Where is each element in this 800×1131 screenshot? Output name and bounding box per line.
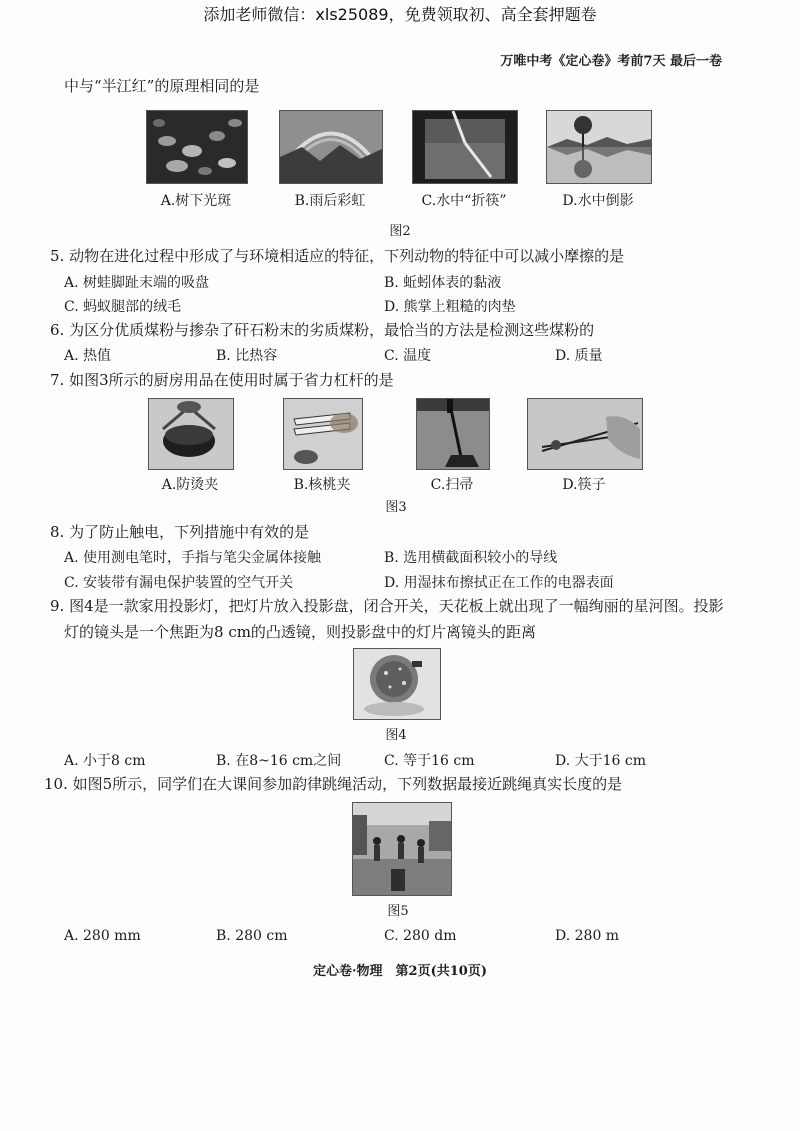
q10-option-d: D. 280 m [555, 928, 620, 944]
q5-option-c: C. 蚂蚁腿部的绒毛 [64, 299, 182, 315]
q9-stem-line2: 灯的镜头是一个焦距为8 cm的凸透镜，则投影盘中的灯片离镜头的距离 [64, 623, 536, 641]
q10-photo-rope-skipping [352, 802, 452, 896]
q7-stem: 7. 如图3所示的厨房用品在使用时属于省力杠杆的是 [50, 371, 394, 389]
figure-2-caption: 图2 [389, 224, 411, 239]
q5-stem: 5. 动物在进化过程中形成了与环境相适应的特征，下列动物的特征中可以减小摩擦的是 [50, 247, 625, 265]
q5-option-a: A. 树蛙脚趾末端的吸盘 [64, 275, 210, 291]
q4-option-b: B.雨后彩虹 [294, 193, 366, 209]
q10-option-a: A. 280 mm [64, 928, 141, 944]
q6-option-b: B. 比热容 [216, 348, 278, 364]
q8-option-b: B. 选用横截面积较小的导线 [384, 550, 558, 566]
q10-option-b: B. 280 cm [216, 928, 288, 944]
q4-stem-tail: 中与“半江红”的原理相同的是 [64, 77, 260, 95]
q7-photo-d-chopsticks [527, 398, 643, 470]
q7-photo-b-nutcracker [283, 398, 363, 470]
q5-option-d: D. 熊掌上粗糙的肉垫 [384, 299, 516, 315]
q6-stem: 6. 为区分优质煤粉与掺杂了矸石粉末的劣质煤粉，最恰当的方法是检测这些煤粉的 [50, 321, 595, 339]
q4-photo-c-bent-chopsticks [412, 110, 518, 184]
q9-option-c: C. 等于16 cm [384, 753, 475, 769]
q8-option-d: D. 用湿抹布擦拭正在工作的电器表面 [384, 575, 614, 591]
q4-photo-a-light-spots [146, 110, 248, 184]
series-title: 万唯中考《定心卷》考前7天 最后一卷 [500, 54, 722, 69]
q4-option-d: D.水中倒影 [562, 193, 634, 209]
q4-option-a: A.树下光斑 [160, 193, 232, 209]
q7-option-d: D.筷子 [562, 477, 606, 493]
q10-stem: 10. 如图5所示，同学们在大课间参加韵律跳绳活动，下列数据最接近跳绳真实长度的是 [44, 775, 623, 793]
q7-photo-a-anti-scald-clip [148, 398, 234, 470]
q8-option-c: C. 安装带有漏电保护装置的空气开关 [64, 575, 294, 591]
q7-option-c: C.扫帚 [430, 477, 474, 493]
q9-option-a: A. 小于8 cm [64, 753, 146, 769]
q10-option-c: C. 280 dm [384, 928, 457, 944]
q4-photo-d-water-reflection [546, 110, 652, 184]
figure-3-caption: 图3 [385, 500, 407, 515]
watermark-text: 添加老师微信：xls25089，免费领取初、高全套押题卷 [203, 5, 597, 24]
q9-photo-projector-lamp [353, 648, 441, 720]
q7-option-a: A.防烫夹 [161, 477, 219, 493]
q6-option-c: C. 温度 [384, 348, 432, 364]
q7-option-b: B.核桃夹 [293, 477, 351, 493]
page-footer: 定心卷·物理 第2页(共10页) [313, 964, 487, 979]
q5-option-b: B. 蚯蚓体表的黏液 [384, 275, 502, 291]
q6-option-d: D. 质量 [555, 348, 603, 364]
q9-option-b: B. 在8~16 cm之间 [216, 753, 342, 769]
q9-option-d: D. 大于16 cm [555, 753, 647, 769]
q7-photo-c-broom [416, 398, 490, 470]
q8-stem: 8. 为了防止触电，下列措施中有效的是 [50, 523, 310, 541]
q4-option-c: C.水中“折筷” [421, 193, 507, 209]
q8-option-a: A. 使用测电笔时，手指与笔尖金属体接触 [64, 550, 322, 566]
q6-option-a: A. 热值 [64, 348, 112, 364]
figure-4-caption: 图4 [385, 728, 407, 743]
figure-5-caption: 图5 [387, 904, 409, 919]
q4-photo-b-rainbow [279, 110, 383, 184]
q9-stem-line1: 9. 图4是一款家用投影灯，把灯片放入投影盘，闭合开关，天花板上就出现了一幅绚丽的星河图。投影 [50, 597, 724, 615]
